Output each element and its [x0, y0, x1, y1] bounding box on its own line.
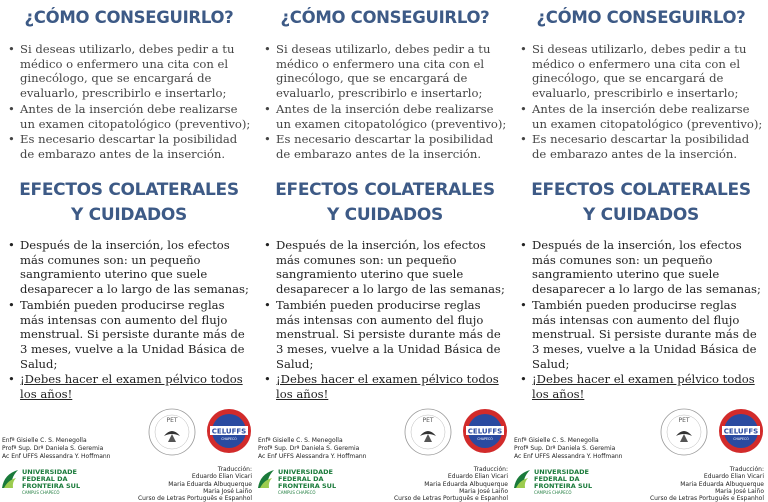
- uffs-logo: UNIVERSIDADE FEDERAL DA FRONTEIRA SUL CAMPUS CHAPECÓ: [512, 468, 622, 494]
- list-item: • Después de la inserción, los efectos más comunes son: un pequeño sangramiento uterino que suele desaparecer a lo largo de las semanas;: [8, 238, 249, 297]
- section-title-como-conseguirlo: ¿CÓMO CONSEGUIRLO?: [536, 8, 746, 27]
- como-conseguirlo-list: [262, 42, 508, 163]
- uffs-emblem-icon: [512, 468, 532, 490]
- uffs-logo: UNIVERSIDADE FEDERAL DA FRONTEIRA SUL CAMPUS CHAPECÓ: [256, 468, 366, 494]
- translation-credits: Traducción: Eduardo Elian Vicari Maria Eduarda Albuquerque Maria José Laiño Curso de Letras Português e Espanhol: [393, 466, 508, 502]
- footer: [0, 404, 256, 502]
- list-item: • También pueden producirse reglas más intensas con aumento del flujo menstrual. Si persiste durante más de 3 meses, vuelve a la Unidad Básica de Salud;: [520, 297, 757, 371]
- svg-text:CELUFFS: CELUFFS: [211, 427, 247, 436]
- uffs-logo: UNIVERSIDADE FEDERAL DA FRONTEIRA SUL CAMPUS CHAPECÓ: [0, 468, 110, 494]
- svg-text:CELUFFS: CELUFFS: [467, 427, 503, 436]
- svg-text:CHAPECÓ: CHAPECÓ: [221, 437, 237, 441]
- leaflet-panel-3: [512, 0, 768, 502]
- section-title-efectos: EFECTOS COLATERALES Y CUIDADOS: [19, 180, 239, 225]
- como-conseguirlo-list: [6, 42, 252, 163]
- list-item: • También pueden producirse reglas más intensas con aumento del flujo menstrual. Si persiste durante más de 3 meses, vuelve a la Unidad Básica de Salud;: [264, 297, 501, 371]
- pet-seal-logo: [148, 408, 196, 456]
- list-item: • Si deseas utilizarlo, debes pedir a tu médico o enfermero una cita con el ginecólogo, que se encargará de evaluarlo, prescribirlo e insertarlo;: [520, 42, 747, 101]
- footer: [512, 404, 768, 502]
- svg-text:PET: PET: [422, 417, 434, 424]
- list-item-examen-pelvico: • ¡Debes hacer el examen pélvico todos los años!: [264, 372, 499, 402]
- svg-text:CELUFFS: CELUFFS: [723, 427, 759, 436]
- credits: Enfª Gisielle C. S. Menegolla Profª Sup. Drª Daniela S. Geremia Ac Enf UFFS Alessandra Y. Hoffmann: [258, 437, 367, 460]
- list-item-examen-pelvico: • ¡Debes hacer el examen pélvico todos los años!: [520, 372, 755, 402]
- celuffs-logo: [718, 408, 764, 454]
- svg-text:CHAPECÓ: CHAPECÓ: [733, 437, 749, 441]
- list-item: • Antes de la inserción debe realizarse un examen citopatológico (preventivo);: [8, 101, 251, 131]
- translation-credits: Traducción: Eduardo Elian Vicari Maria Eduarda Albuquerque Maria José Laiño Curso de Letras Português e Espanhol: [137, 466, 252, 502]
- uffs-emblem-icon: [0, 468, 20, 490]
- section-title-como-conseguirlo: ¿CÓMO CONSEGUIRLO?: [280, 8, 490, 27]
- efectos-list: [262, 238, 508, 403]
- pet-seal-logo: [660, 408, 708, 456]
- leaflet-panel-1: [0, 0, 256, 502]
- list-item: • Es necesario descartar la posibilidad de embarazo antes de la inserción.: [264, 132, 494, 161]
- como-conseguirlo-list: [518, 42, 764, 163]
- celuffs-logo: [206, 408, 252, 454]
- list-item: • Es necesario descartar la posibilidad de embarazo antes de la inserción.: [8, 132, 238, 161]
- svg-text:PET: PET: [678, 417, 690, 424]
- translation-credits: Traducción: Eduardo Elian Vicari Maria Eduarda Albuquerque Maria José Laiño Curso de Letras Português e Espanhol: [649, 466, 764, 502]
- list-item: • Antes de la inserción debe realizarse un examen citopatológico (preventivo);: [264, 101, 507, 131]
- section-title-efectos: EFECTOS COLATERALES Y CUIDADOS: [275, 180, 495, 225]
- list-item: • Después de la inserción, los efectos más comunes son: un pequeño sangramiento uterino que suele desaparecer a lo largo de las semanas;: [264, 238, 505, 297]
- efectos-list: [6, 238, 252, 403]
- pet-seal-logo: [404, 408, 452, 456]
- leaflet-panel-2: [256, 0, 512, 502]
- list-item: • Antes de la inserción debe realizarse un examen citopatológico (preventivo);: [520, 101, 763, 131]
- list-item: • También pueden producirse reglas más intensas con aumento del flujo menstrual. Si persiste durante más de 3 meses, vuelve a la Unidad Básica de Salud;: [8, 297, 245, 371]
- efectos-list: [518, 238, 764, 403]
- credits: Enfª Gisielle C. S. Menegolla Profª Sup. Drª Daniela S. Geremia Ac Enf UFFS Alessandra Y. Hoffmann: [2, 437, 111, 460]
- list-item: • Es necesario descartar la posibilidad de embarazo antes de la inserción.: [520, 132, 750, 161]
- section-title-efectos: EFECTOS COLATERALES Y CUIDADOS: [531, 180, 751, 225]
- section-title-como-conseguirlo: ¿CÓMO CONSEGUIRLO?: [24, 8, 234, 27]
- celuffs-logo: [462, 408, 508, 454]
- credits: Enfª Gisielle C. S. Menegolla Profª Sup. Drª Daniela S. Geremia Ac Enf UFFS Alessandra Y. Hoffmann: [514, 437, 623, 460]
- list-item: • Si deseas utilizarlo, debes pedir a tu médico o enfermero una cita con el ginecólogo, que se encargará de evaluarlo, prescribirlo e insertarlo;: [8, 42, 235, 101]
- svg-text:PET: PET: [166, 417, 178, 424]
- list-item: • Si deseas utilizarlo, debes pedir a tu médico o enfermero una cita con el ginecólogo, que se encargará de evaluarlo, prescribirlo e insertarlo;: [264, 42, 491, 101]
- list-item-examen-pelvico: • ¡Debes hacer el examen pélvico todos los años!: [8, 372, 243, 402]
- svg-text:CHAPECÓ: CHAPECÓ: [477, 437, 493, 441]
- list-item: • Después de la inserción, los efectos más comunes son: un pequeño sangramiento uterino que suele desaparecer a lo largo de las semanas;: [520, 238, 761, 297]
- uffs-emblem-icon: [256, 468, 276, 490]
- footer: [256, 404, 512, 502]
